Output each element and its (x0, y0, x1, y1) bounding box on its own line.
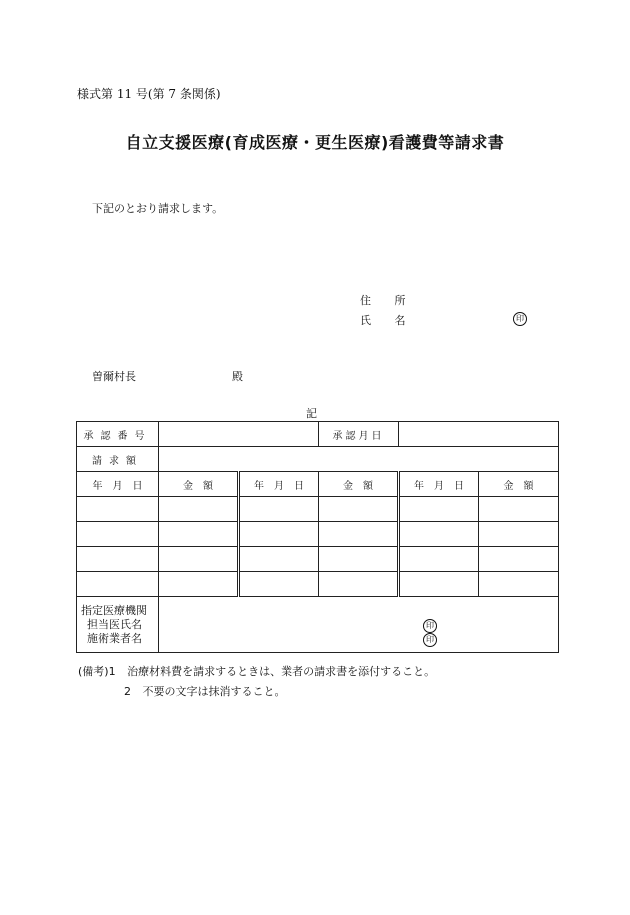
claim-amount-label: 請求額 (77, 447, 159, 472)
document-title: 自立支援医療(育成医療・更生医療)看護費等請求書 (125, 133, 505, 152)
date-cell[interactable] (399, 572, 479, 597)
date-cell[interactable] (399, 547, 479, 572)
amount-cell[interactable] (159, 497, 239, 522)
amount-cell[interactable] (319, 572, 399, 597)
amount-cell[interactable] (159, 522, 239, 547)
approval-number-field[interactable] (159, 422, 319, 447)
intro-text: 下記のとおり請求します。 (92, 202, 224, 215)
col-amount-3: 金 額 (479, 472, 559, 497)
date-cell[interactable] (77, 572, 159, 597)
date-cell[interactable] (239, 497, 319, 522)
amount-cell[interactable] (159, 572, 239, 597)
address-label: 住 所 (360, 294, 416, 307)
date-cell[interactable] (77, 522, 159, 547)
column-header-row (77, 472, 559, 497)
contractor-seal-icon: 印 (423, 633, 437, 647)
note-1: 治療材料費を請求するときは、業者の請求書を添付すること。 (127, 665, 436, 678)
claim-amount-row (77, 447, 559, 472)
doctor-seal-icon: 印 (423, 619, 437, 633)
form-number: 様式第 11 号(第 7 条関係) (77, 87, 221, 101)
approval-row (77, 422, 559, 447)
amount-cell[interactable] (319, 497, 399, 522)
approval-date-field[interactable] (399, 422, 559, 447)
notes-line-1 (78, 661, 435, 683)
amount-cell[interactable] (479, 497, 559, 522)
institution-row (77, 597, 559, 653)
col-date-1: 年 月 日 (77, 472, 159, 497)
approval-date-label: 承認月日 (319, 422, 399, 447)
amount-cell[interactable] (319, 547, 399, 572)
note-2: 不要の文字は抹消すること。 (142, 685, 286, 698)
institution-label: 指定医療機関 (81, 603, 147, 617)
table-row (77, 572, 559, 597)
amount-cell[interactable] (479, 572, 559, 597)
claim-amount-field[interactable] (159, 447, 559, 472)
col-date-2: 年 月 日 (239, 472, 319, 497)
date-cell[interactable] (399, 497, 479, 522)
date-cell[interactable] (239, 522, 319, 547)
date-cell[interactable] (239, 572, 319, 597)
amount-cell[interactable] (479, 547, 559, 572)
claim-table (76, 421, 559, 653)
table-row (77, 522, 559, 547)
amount-cell[interactable] (479, 522, 559, 547)
ki-heading: 記 (306, 407, 317, 420)
approval-number-label: 承認番号 (77, 422, 159, 447)
amount-cell[interactable] (159, 547, 239, 572)
doctor-name-label: 担当医氏名 (87, 617, 142, 631)
notes-prefix: (備考)1 (78, 665, 116, 678)
institution-labels (77, 597, 159, 653)
amount-cell[interactable] (319, 522, 399, 547)
recipient-honorific: 殿 (232, 370, 243, 383)
name-label: 氏 名 (360, 314, 416, 327)
applicant-seal-icon: 印 (513, 312, 527, 326)
col-amount-1: 金 額 (159, 472, 239, 497)
date-cell[interactable] (239, 547, 319, 572)
date-cell[interactable] (77, 497, 159, 522)
note-2-number: 2 (124, 685, 131, 698)
table-row (77, 497, 559, 522)
notes-line-2 (124, 683, 286, 699)
date-cell[interactable] (399, 522, 479, 547)
col-amount-2: 金 額 (319, 472, 399, 497)
contractor-name-label: 施術業者名 (87, 631, 142, 645)
col-date-3: 年 月 日 (399, 472, 479, 497)
table-row (77, 547, 559, 572)
date-cell[interactable] (77, 547, 159, 572)
institution-field[interactable] (159, 597, 559, 653)
recipient-name: 曽爾村長 (92, 370, 136, 383)
